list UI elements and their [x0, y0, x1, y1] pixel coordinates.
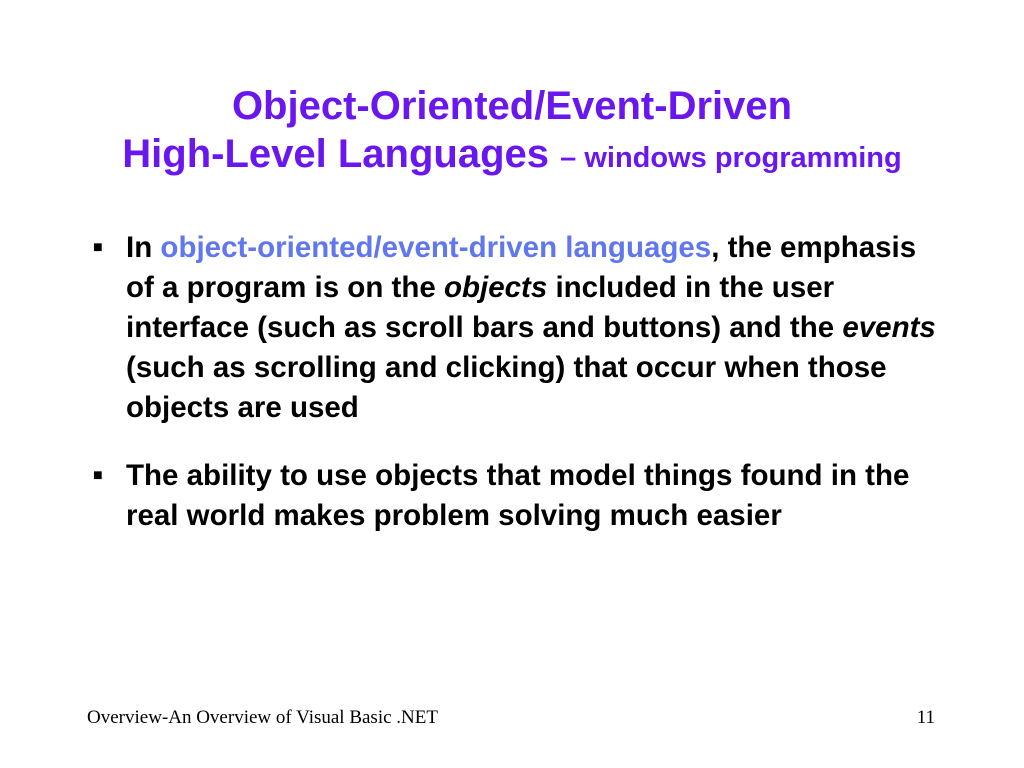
bullet-1-emphasis-events: events: [842, 311, 936, 344]
bullet-item-1: [90, 228, 950, 428]
title-main-text: High-Level Languages: [122, 132, 550, 176]
title-line-2: [0, 130, 1024, 182]
bullet-1-text-part-3: included in the user interface (such as scroll bars and buttons) and the: [126, 271, 843, 344]
title-subtitle: – windows programming: [560, 142, 902, 174]
bullet-item-2: [90, 456, 950, 536]
bullet-1-text-part-1: In: [126, 231, 161, 264]
bullet-1-text-part-2: , the emphasis of a program is on the: [126, 231, 917, 304]
square-bullet-icon: ■: [93, 467, 103, 484]
page-number: 11: [916, 707, 935, 728]
bullet-1-emphasis-objects: objects: [443, 271, 548, 304]
bullet-2-text: The ability to use objects that model things found in the real world makes problem solving much easier: [126, 459, 910, 532]
bullet-list: [90, 228, 950, 536]
footer-title: Overview-An Overview of Visual Basic .NET: [87, 707, 438, 728]
slide-title: [0, 82, 1024, 182]
bullet-1-highlight: object-oriented/event-driven languages: [160, 231, 712, 264]
bullet-1-text-part-4: (such as scrolling and clicking) that occur when those objects are used: [126, 351, 887, 424]
title-line-1: Object-Oriented/Event-Driven: [231, 84, 793, 128]
square-bullet-icon: ■: [93, 239, 103, 256]
